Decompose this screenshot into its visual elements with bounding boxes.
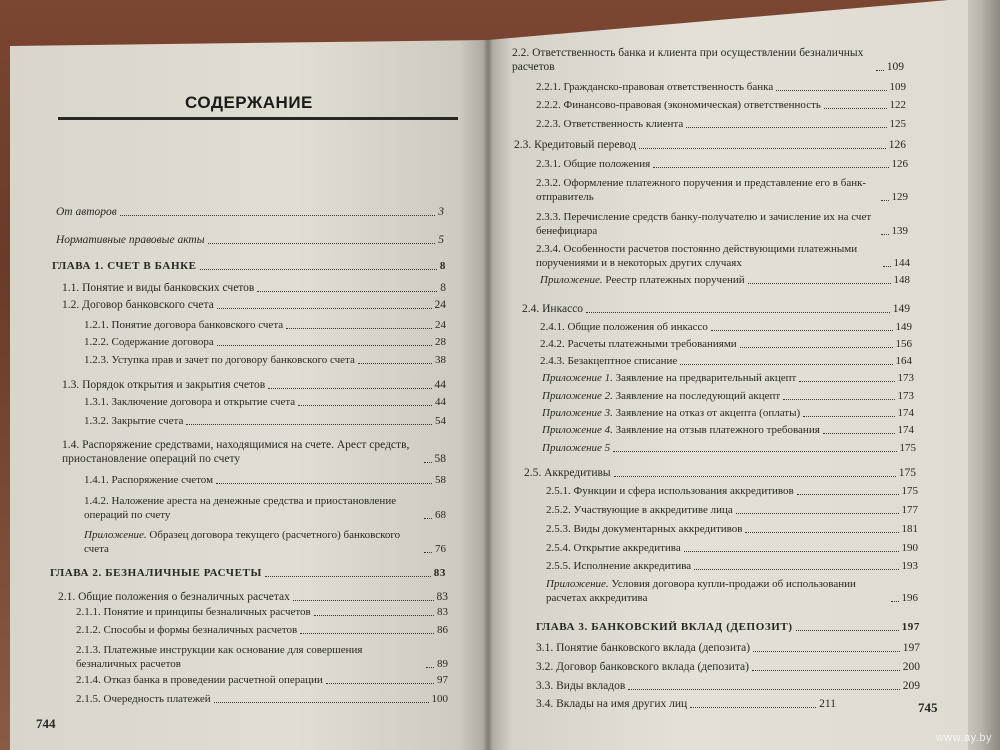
toc-entry: 2.3.4. Особенности расчетов постоянно действующими платежными поручениями и в некоторых других случаях 144 bbox=[536, 243, 910, 269]
toc-entry: 3.2. Договор банковского вклада (депозита) 200 bbox=[536, 661, 920, 673]
toc-entry: 2.1. Общие положения о безналичных расчетах 83 bbox=[58, 591, 448, 603]
toc-entry: Приложение 4. Заявление на отзыв платежного требования 174 bbox=[542, 424, 914, 436]
watermark: www.ay.by bbox=[935, 732, 992, 744]
toc-entry: 2.5.4. Открытие аккредитива 190 bbox=[546, 542, 918, 554]
toc-entry: 1.2. Договор банковского счета 24 bbox=[62, 299, 446, 311]
toc-entry: 1.4.2. Наложение ареста на денежные средства и приостановление операций по счету 68 bbox=[84, 495, 446, 521]
toc-entry: 2.4.2. Расчеты платежными требованиями 156 bbox=[540, 338, 912, 350]
toc-entry: 2.4.1. Общие положения об инкассо 149 bbox=[540, 321, 912, 333]
toc-entry: 3.4. Вклады на имя других лиц 211 bbox=[536, 698, 836, 710]
toc-entry: 2.1.3. Платежные инструкции как основание для совершения безналичных расчетов 89 bbox=[76, 644, 448, 670]
toc-entry: Приложение 1. Заявление на предварительный акцепт 173 bbox=[542, 372, 914, 384]
toc-entry: Приложение. Реестр платежных поручений 148 bbox=[540, 274, 910, 286]
toc-entry: 2.2. Ответственность банка и клиента при осуществлении безналичных расчетов 109 bbox=[512, 47, 904, 73]
toc-entry: 3.3. Виды вкладов 209 bbox=[536, 680, 920, 692]
toc-entry: 1.1. Понятие и виды банковских счетов 8 bbox=[62, 282, 446, 294]
right-page-number: 745 bbox=[918, 700, 938, 715]
toc-entry: 2.5.1. Функции и сфера использования аккредитивов 175 bbox=[546, 485, 918, 497]
toc-entry: 2.1.2. Способы и формы безналичных расчетов 86 bbox=[76, 624, 448, 636]
toc-entry: 1.4. Распоряжение средствами, находящимися на счете. Арест средств, приостановление операций по счету 58 bbox=[62, 439, 446, 465]
toc-entry: 2.3.1. Общие положения 126 bbox=[536, 158, 908, 170]
toc-entry: От авторов 3 bbox=[56, 206, 444, 218]
toc-entry: 2.5.2. Участвующие в аккредитиве лица 177 bbox=[546, 504, 918, 516]
toc-chapter: ГЛАВА 1. СЧЕТ В БАНКЕ 8 bbox=[52, 260, 446, 272]
toc-entry: 2.4. Инкассо 149 bbox=[522, 303, 910, 315]
toc-entry: 2.5. Аккредитивы 175 bbox=[524, 467, 916, 479]
toc-entry: Приложение 2. Заявление на последующий акцепт 173 bbox=[542, 390, 914, 402]
toc-entry: 2.3. Кредитовый перевод 126 bbox=[514, 139, 906, 151]
toc-entry: Приложение 5 175 bbox=[542, 442, 916, 454]
toc-entry: Приложение. Условия договора купли-продажи об использовании расчетах аккредитива 196 bbox=[546, 578, 918, 604]
toc-entry: 2.1.4. Отказ банка в проведении расчетной операции 97 bbox=[76, 674, 448, 686]
toc-entry: 1.3. Порядок открытия и закрытия счетов 44 bbox=[62, 379, 446, 391]
toc-entry: 1.2.1. Понятие договора банковского счета 24 bbox=[84, 319, 446, 331]
toc-entry: 2.4.3. Безакцептное списание 164 bbox=[540, 355, 912, 367]
toc-entry: 1.4.1. Распоряжение счетом 58 bbox=[84, 474, 446, 486]
toc-entry: 2.5.3. Виды документарных аккредитивов 181 bbox=[546, 523, 918, 535]
toc-entry: 1.3.2. Закрытие счета 54 bbox=[84, 415, 446, 427]
toc-entry: 2.3.3. Перечисление средств банку-получателю и зачисление их на счет бенефициара 139 bbox=[536, 211, 908, 237]
toc-entry: 1.3.1. Заключение договора и открытие счета 44 bbox=[84, 396, 446, 408]
title-underline bbox=[58, 117, 458, 120]
toc-entry: 3.1. Понятие банковского вклада (депозита) 197 bbox=[536, 642, 920, 654]
toc-entry: 2.2.3. Ответственность клиента 125 bbox=[536, 118, 906, 130]
toc-entry: 2.1.5. Очередность платежей 100 bbox=[76, 693, 448, 705]
toc-chapter: ГЛАВА 3. БАНКОВСКИЙ ВКЛАД (ДЕПОЗИТ) 197 bbox=[536, 621, 920, 633]
toc-chapter: ГЛАВА 2. БЕЗНАЛИЧНЫЕ РАСЧЕТЫ 83 bbox=[50, 567, 446, 579]
toc-entry: Нормативные правовые акты 5 bbox=[56, 234, 444, 246]
toc-entry: 1.2.3. Уступка прав и зачет по договору банковского счета 38 bbox=[84, 354, 446, 366]
toc-entry: 2.3.2. Оформление платежного поручения и представление его в банк-отправитель 129 bbox=[536, 177, 908, 203]
toc-entry: Приложение. Образец договора текущего (расчетного) банковского счета 76 bbox=[84, 529, 446, 555]
toc-title: СОДЕРЖАНИЕ bbox=[185, 93, 313, 112]
left-page-number: 744 bbox=[36, 716, 56, 731]
toc-entry: 2.5.5. Исполнение аккредитива 193 bbox=[546, 560, 918, 572]
toc-entry: 2.2.2. Финансово-правовая (экономическая) ответственность 122 bbox=[536, 99, 906, 111]
toc-entry: 2.2.1. Гражданско-правовая ответственность банка 109 bbox=[536, 81, 906, 93]
toc-entry: Приложение 3. Заявление на отказ от акцепта (оплаты) 174 bbox=[542, 407, 914, 419]
toc-entry: 2.1.1. Понятие и принципы безналичных расчетов 83 bbox=[76, 606, 448, 618]
toc-entry: 1.2.2. Содержание договора 28 bbox=[84, 336, 446, 348]
